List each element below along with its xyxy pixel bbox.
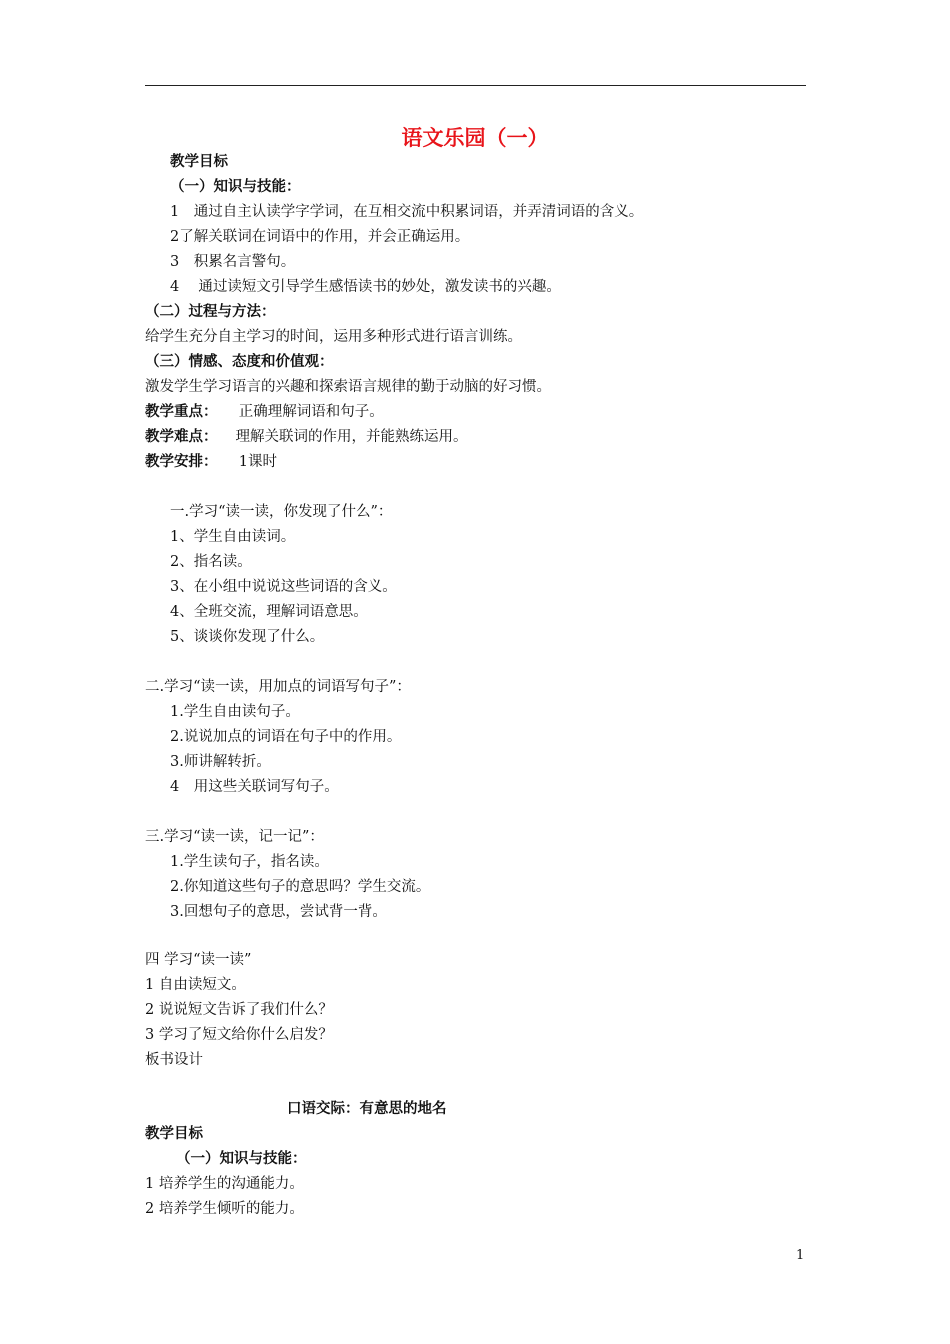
goal-item: 1 通过自主认读学字学词，在互相交流中积累词语，并弄清词语的含义。 (170, 204, 644, 220)
section2-heading: 口语交际：有意思的地名 (287, 1101, 447, 1117)
key-point-line (145, 403, 384, 421)
list-item: 1.学生自由读句子。 (170, 704, 300, 720)
section2-goals-heading: 教学目标 (145, 1126, 203, 1142)
list-item: 1 自由读短文。 (145, 977, 246, 993)
goal-item: 2了解关联词在词语中的作用，并会正确运用。 (170, 229, 470, 245)
list-item: 2 说说短文告诉了我们什么？ (145, 1002, 333, 1018)
emotion-values-text: 激发学生学习语言的兴趣和探索语言规律的勤于动脑的好习惯。 (145, 379, 551, 395)
page-number: 1 (796, 1248, 805, 1263)
knowledge-skills-heading: （一）知识与技能： (170, 179, 301, 195)
list-item: 5、谈谈你发现了什么。 (170, 629, 325, 645)
list-item: 2.你知道这些句子的意思吗？学生交流。 (170, 879, 431, 895)
goals-heading: 教学目标 (170, 154, 228, 170)
list-item: 4 用这些关联词写句子。 (170, 779, 339, 795)
emotion-values-heading: （三）情感、态度和价值观： (145, 354, 334, 370)
section2-knowledge-heading: （一）知识与技能： (176, 1151, 307, 1167)
arrangement-line (145, 453, 277, 471)
part2-heading: 二.学习“读一读，用加点的词语写句子”： (145, 679, 411, 695)
list-item: 3、在小组中说说这些词语的含义。 (170, 579, 397, 595)
difficulty-text: 理解关联词的作用，并能熟练运用。 (235, 429, 468, 445)
difficulty-label: 教学难点： (145, 429, 218, 445)
arrangement-text: 1课时 (224, 454, 277, 470)
header-rule (145, 85, 806, 86)
part3-heading: 三.学习“读一读，记一记”： (145, 829, 324, 845)
part1-heading: 一.学习“读一读，你发现了什么”： (170, 504, 393, 520)
list-item: 1 培养学生的沟通能力。 (145, 1176, 304, 1192)
list-item: 2 培养学生倾听的能力。 (145, 1201, 304, 1217)
process-method-text: 给学生充分自主学习的时间，运用多种形式进行语言训练。 (145, 329, 522, 345)
page-title: 语文乐园（一） (401, 126, 549, 150)
list-item: 2.说说加点的词语在句子中的作用。 (170, 729, 402, 745)
board-design-label: 板书设计 (145, 1052, 203, 1068)
key-point-text: 正确理解词语和句子。 (224, 404, 384, 420)
part4-heading: 四 学习“读一读” (145, 952, 252, 968)
goal-item: 3 积累名言警句。 (170, 254, 296, 270)
list-item: 3.回想句子的意思，尝试背一背。 (170, 904, 387, 920)
list-item: 2、指名读。 (170, 554, 252, 570)
key-point-label: 教学重点： (145, 404, 211, 420)
arrangement-label: 教学安排： (145, 454, 211, 470)
goal-item: 4 通过读短文引导学生感悟读书的妙处，激发读书的兴趣。 (170, 279, 561, 295)
list-item: 3 学习了短文给你什么启发？ (145, 1027, 333, 1043)
list-item: 4、全班交流，理解词语意思。 (170, 604, 368, 620)
difficulty-line (145, 428, 468, 446)
list-item: 1.学生读句子，指名读。 (170, 854, 329, 870)
process-method-heading: （二）过程与方法： (145, 304, 276, 320)
list-item: 1、学生自由读词。 (170, 529, 296, 545)
list-item: 3.师讲解转折。 (170, 754, 271, 770)
